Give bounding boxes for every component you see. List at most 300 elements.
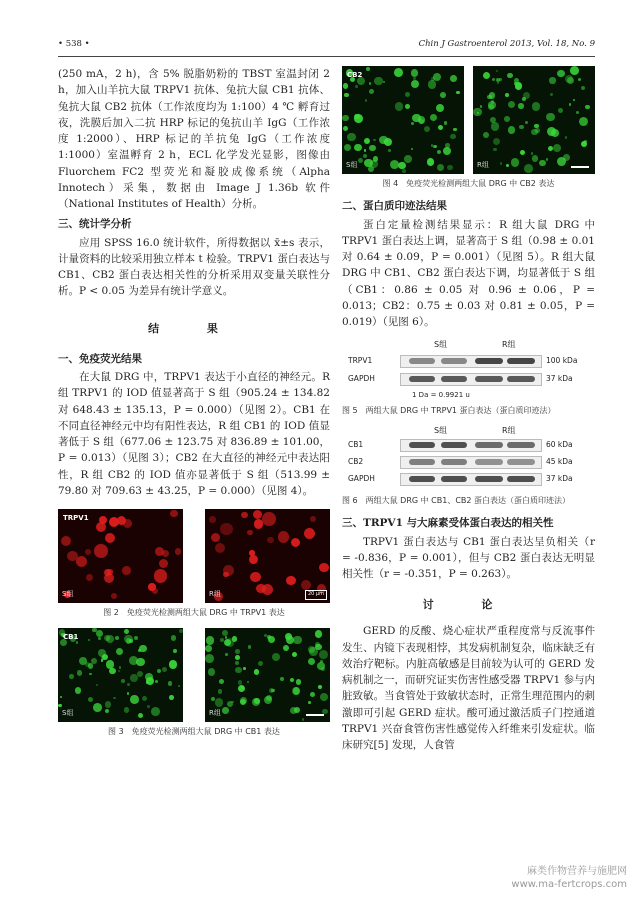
cell-blob (127, 683, 131, 687)
cell-blob (248, 645, 252, 649)
figure-6-row-mw: 37 kDa (546, 473, 573, 483)
figure-6-row-cb1 (342, 439, 595, 451)
cell-blob (480, 105, 482, 107)
band (441, 358, 467, 364)
figure-5-lane-r: R组 (502, 339, 516, 349)
section-correlation-title: 三、TRPV1 与大麻素受体蛋白表达的相关性 (342, 517, 554, 530)
figure-4-panel-r-label: R组 (477, 161, 489, 170)
section-wb-body: 蛋白定量检测结果显示：R 组大鼠 DRG 中 TRPV1 蛋白表达上调，显著高于 S 组（0.98 ± 0.01 对 0.64 ± 0.09，P = 0.001）（见图 5）。R 组大鼠 DRG 中 CB1、CB2 蛋白表达下调，均显著低于 S 组（CB1：0.86 ± 0.05 对 0.96 ± 0.06，P = 0.013；CB2：0.75 ± 0.03 对 0.81 ± 0.05，P = 0.019）（见图 6）。 (342, 218, 595, 329)
cell-blob (534, 124, 538, 128)
band (409, 442, 435, 448)
cell-blob (116, 648, 123, 655)
cell-blob (127, 692, 129, 694)
cell-blob (121, 679, 125, 683)
cell-blob (504, 116, 510, 122)
cell-blob (235, 667, 241, 673)
cell-blob (404, 155, 412, 163)
cell-blob (223, 572, 228, 577)
cell-blob (272, 653, 280, 661)
cell-blob (358, 158, 364, 164)
cell-blob (124, 629, 129, 634)
cell-blob (267, 635, 271, 639)
figure-4-panel-s-label: S组 (346, 161, 358, 170)
cell-blob (437, 164, 444, 171)
cell-blob (366, 67, 370, 71)
cell-blob (411, 148, 413, 150)
band (507, 442, 535, 448)
cell-blob (342, 115, 349, 122)
cell-blob (93, 703, 102, 712)
band (441, 442, 467, 448)
figure-6-row-label: GAPDH (348, 473, 375, 483)
figure-6-row-label: CB2 (348, 456, 364, 466)
results-heading: 结 果 (148, 321, 240, 335)
cell-blob (581, 141, 587, 147)
cell-blob (60, 696, 63, 699)
cell-blob (155, 680, 158, 683)
cell-blob (243, 667, 246, 670)
cell-blob (294, 707, 300, 713)
cell-blob (119, 666, 122, 669)
figure-5-row-gapdh (342, 373, 595, 385)
figure-5-row-label: TRPV1 (348, 355, 373, 365)
cell-blob (215, 543, 226, 554)
figure-2-scale-bar: 20 μm (305, 590, 327, 600)
cell-blob (369, 89, 374, 94)
cell-blob (550, 93, 553, 96)
figure-3-caption: 图 3 免疫荧光检测两组大鼠 DRG 中 CB1 表达 (108, 726, 280, 736)
cell-blob (106, 635, 114, 643)
cell-blob (269, 688, 274, 693)
cell-blob (105, 533, 115, 543)
cell-blob (138, 713, 143, 718)
cell-blob (493, 138, 500, 145)
cell-blob (317, 662, 325, 670)
figure-6-row-label: CB1 (348, 439, 364, 449)
cell-blob (343, 126, 348, 131)
cell-blob (278, 531, 289, 542)
cell-blob (506, 164, 509, 167)
cell-blob (499, 78, 502, 81)
figure-5-row-trpv1 (342, 355, 595, 367)
cell-blob (548, 146, 553, 151)
cell-blob (522, 97, 526, 101)
cell-blob (169, 660, 177, 668)
cell-blob (79, 657, 87, 665)
cell-blob (122, 566, 131, 575)
cell-blob (308, 701, 311, 704)
cell-blob (405, 92, 410, 97)
cell-blob (253, 510, 262, 519)
cell-blob (532, 155, 539, 162)
cell-blob (491, 122, 500, 131)
cell-blob (148, 583, 155, 590)
cell-blob (398, 162, 405, 169)
section-statistics-body: 应用 SPSS 16.0 统计软件，所得数据以 x̄±s 表示，计量资料的比较采用独立样本 t 检验。TRPV1 蛋白表达与 CB1、CB2 蛋白表达相关性的分析采用双变量关联性分析。P < 0.05 为差异有统计学意义。 (58, 236, 330, 298)
cell-blob (347, 133, 355, 141)
cell-blob (344, 144, 352, 152)
cell-blob (447, 165, 453, 171)
cell-blob (355, 85, 358, 88)
header-rule (58, 56, 595, 57)
figure-3-panel-r-label: R组 (209, 708, 221, 717)
figure-6-row-mw: 60 kDa (546, 439, 573, 449)
cell-blob (58, 704, 61, 707)
figure-2-caption: 图 2 免疫荧光检测两组大鼠 DRG 中 TRPV1 表达 (103, 608, 285, 618)
cell-blob (519, 125, 523, 129)
cell-blob (123, 519, 132, 528)
cell-blob (354, 114, 363, 123)
left-column (58, 66, 330, 746)
figure-4-panel-r (473, 66, 595, 174)
cell-blob (546, 158, 548, 160)
cell-blob (69, 674, 74, 679)
cell-blob (383, 140, 385, 142)
cell-blob (405, 104, 410, 109)
cell-blob (440, 92, 446, 98)
cell-blob (411, 122, 414, 125)
cell-blob (240, 697, 247, 704)
cell-blob (477, 112, 479, 114)
cell-blob (579, 117, 588, 126)
figure-6-caption: 图 6 两组大鼠 DRG 中 CB1、CB2 蛋白表达（蛋白质印迹法） (342, 495, 571, 505)
cell-blob (262, 512, 276, 526)
cell-blob (370, 160, 378, 168)
band (441, 376, 467, 382)
cell-blob (497, 82, 499, 84)
cell-blob (296, 679, 302, 685)
cell-blob (115, 636, 119, 640)
cell-blob (85, 549, 91, 555)
section-wb-title: 二、蛋白质印迹法结果 (342, 200, 447, 213)
cell-blob (576, 111, 579, 114)
cell-blob (547, 127, 556, 136)
cell-blob (573, 99, 575, 101)
cell-blob (290, 678, 294, 682)
cell-blob (308, 658, 315, 665)
cell-blob (508, 101, 515, 108)
cell-blob (500, 162, 502, 164)
band (475, 358, 503, 364)
cell-blob (558, 108, 563, 113)
cell-blob (219, 679, 224, 684)
cell-blob (511, 158, 520, 167)
cell-blob (496, 70, 498, 72)
cell-blob (569, 103, 572, 106)
cell-blob (438, 125, 443, 130)
page-number: • 538 • (58, 39, 90, 49)
cell-blob (75, 687, 81, 693)
cell-blob (105, 709, 109, 713)
figure-5-blot (342, 339, 595, 401)
figure-6-row-mw: 45 kDa (546, 456, 573, 466)
cell-blob (151, 707, 160, 716)
cell-blob (450, 75, 457, 82)
cell-blob (483, 132, 489, 138)
cell-blob (267, 537, 274, 544)
band (507, 476, 535, 482)
cell-blob (292, 652, 297, 657)
cell-blob (235, 661, 239, 665)
cell-blob (266, 695, 272, 701)
cell-blob (254, 698, 260, 704)
band (475, 476, 503, 482)
cell-blob (388, 149, 391, 152)
cell-blob (104, 573, 114, 583)
figure-6-row-gapdh (342, 473, 595, 485)
cell-blob (130, 695, 138, 703)
cell-blob (235, 655, 240, 660)
cell-blob (178, 685, 180, 687)
cell-blob (222, 707, 228, 713)
section-if-body: 在大鼠 DRG 中，TRPV1 表达于小直径的神经元。R 组 TRPV1 的 IOD 值显著高于 S 组（905.24 ± 134.82 对 648.43 ± 135.13，P = 0.000）（见图 2）。CB1 在不同直径神经元中均有阳性表达，R 组 CB1 的 IOD 值显著低于 S 组（677.06 ± 123.75 对 836.89 ± 101.00，P = 0.013）（见图 3）；CB2 在大直径的神经元中表达阳性，R 组 CB2 的 IOD 值亦显著低于 S 组（513.99 ± 79.80 对 709.63 ± 43.25，P = 0.000）（见图 4）。 (58, 371, 330, 497)
cell-blob (319, 563, 329, 573)
cell-blob (88, 639, 90, 641)
cell-blob (118, 670, 120, 672)
figure-5-lane-s: S组 (434, 339, 448, 349)
cell-blob (343, 83, 348, 88)
cell-blob (129, 656, 138, 665)
cell-blob (171, 635, 177, 641)
cell-blob (162, 667, 167, 672)
figure-6-blot (342, 425, 595, 491)
figure-2-panel-s-label: S组 (62, 590, 74, 599)
cell-blob (301, 580, 311, 590)
cell-blob (567, 77, 574, 84)
band (507, 358, 535, 364)
cell-blob (231, 701, 234, 704)
band (475, 442, 503, 448)
cell-blob (546, 113, 555, 122)
cell-blob (374, 77, 383, 86)
cell-blob (483, 72, 490, 79)
cell-blob (205, 654, 214, 663)
cell-blob (450, 134, 455, 139)
cell-blob (557, 70, 565, 78)
cell-blob (238, 685, 246, 693)
cell-blob (514, 78, 519, 83)
figure-4-images (342, 66, 595, 174)
cell-blob (565, 136, 568, 139)
cell-blob (136, 658, 144, 666)
cell-blob (524, 164, 533, 173)
cell-blob (539, 160, 546, 167)
cell-blob (402, 169, 406, 173)
band (409, 358, 435, 364)
cell-blob (505, 93, 509, 97)
cell-blob (94, 544, 108, 558)
cell-blob (344, 93, 348, 97)
cell-blob (283, 645, 289, 651)
cell-blob (493, 148, 496, 151)
figure-3-panel-s (58, 628, 183, 722)
cell-blob (293, 636, 302, 645)
cell-blob (145, 673, 153, 681)
cell-blob (249, 555, 258, 564)
cell-blob (159, 559, 168, 568)
cell-blob (162, 550, 169, 557)
figure-4-tag: CB2 (347, 71, 363, 79)
cell-blob (411, 69, 419, 77)
cell-blob (280, 677, 284, 681)
figure-5-unit-note: 1 Da = 0.9921 u (412, 390, 470, 399)
band (409, 476, 435, 482)
cell-blob (179, 629, 183, 633)
cell-blob (515, 82, 523, 90)
cell-blob (304, 528, 315, 539)
cell-blob (211, 697, 215, 701)
cell-blob (89, 673, 91, 675)
cell-blob (488, 101, 496, 109)
cell-blob (430, 114, 437, 121)
cell-blob (61, 536, 71, 546)
cell-blob (291, 538, 300, 547)
figure-3-panel-s-label: S组 (62, 708, 74, 717)
cell-blob (235, 649, 240, 654)
cell-blob (220, 523, 232, 535)
band (507, 376, 535, 382)
watermark (511, 865, 627, 891)
cell-blob (134, 636, 138, 640)
cell-blob (531, 129, 538, 136)
cell-blob (585, 105, 590, 110)
cell-blob (365, 99, 368, 102)
figure-4-scale-bar (571, 166, 589, 168)
cell-blob (254, 669, 259, 674)
cell-blob (170, 510, 177, 517)
cell-blob (286, 636, 294, 644)
cell-blob (168, 681, 172, 685)
cell-blob (215, 698, 224, 707)
cell-blob (532, 102, 541, 111)
figure-2-panel-r (205, 509, 330, 603)
cell-blob (320, 693, 328, 701)
cell-blob (383, 81, 385, 83)
band (441, 459, 467, 465)
cell-blob (293, 687, 301, 695)
cell-blob (508, 126, 515, 133)
figure-5-caption: 图 5 两组大鼠 DRG 中 TRPV1 蛋白表达（蛋白质印迹法） (342, 405, 556, 415)
cell-blob (109, 668, 115, 674)
cell-blob (394, 68, 403, 77)
cell-blob (431, 77, 435, 81)
cell-blob (570, 66, 579, 75)
cell-blob (130, 674, 138, 682)
cell-blob (157, 669, 161, 673)
figure-4-caption: 图 4 免疫荧光检测两组大鼠 DRG 中 CB2 表达 (382, 179, 555, 188)
cell-blob (105, 701, 111, 707)
cell-blob (98, 637, 101, 640)
cell-blob (427, 158, 435, 166)
cell-blob (147, 705, 150, 708)
cell-blob (369, 82, 371, 84)
cell-blob (384, 138, 393, 147)
cell-blob (437, 150, 441, 154)
cell-blob (241, 512, 248, 519)
cell-blob (262, 584, 273, 595)
figure-2-tag: TRPV1 (63, 514, 89, 523)
cell-blob (395, 102, 403, 110)
cell-blob (77, 670, 82, 675)
cell-blob (247, 681, 249, 683)
running-header (58, 38, 595, 52)
cell-blob (111, 593, 117, 599)
cell-blob (175, 548, 182, 555)
cell-blob (310, 516, 316, 522)
cell-blob (453, 128, 456, 131)
cell-blob (428, 80, 436, 88)
cell-blob (456, 91, 459, 94)
cell-blob (520, 150, 525, 155)
cell-blob (309, 647, 318, 656)
cell-blob (364, 138, 370, 144)
cell-blob (247, 530, 253, 536)
cell-blob (96, 684, 98, 686)
band (475, 459, 503, 465)
cell-blob (581, 86, 585, 90)
cell-blob (209, 516, 216, 523)
cell-blob (492, 78, 495, 81)
figure-3-images (58, 628, 330, 722)
cell-blob (411, 80, 419, 88)
cell-blob (364, 149, 367, 152)
figure-2-panel-r-label: R组 (209, 590, 221, 599)
cell-blob (286, 576, 295, 585)
cell-blob (124, 635, 132, 643)
section-correlation-body: TRPV1 蛋白表达与 CB1 蛋白表达呈负相关（r = -0.836，P = 0.001），但与 CB2 蛋白表达无明显相关性（r = -0.351，P = 0.263）。 (342, 535, 595, 581)
cell-blob (363, 154, 367, 158)
cell-blob (436, 104, 444, 112)
watermark-line-2: www.ma-fertcrops.com (511, 879, 627, 890)
cell-blob (518, 103, 523, 108)
cell-blob (211, 533, 220, 542)
figure-6-lane-s: S组 (434, 425, 448, 435)
discussion-body: GERD 的反酸、烧心症状严重程度常与反流事件发生、内镜下表现相悖，其发病机制复杂，临床缺乏有效治疗靶标。内脏高敏感是目前较为认可的 GERD 发病机制之一，而研究证实伤害性感受器 TRPV1 参与内脏致敏。当食管处于致敏状态时，正常生理范围内的刺激即可引起 GERD 症状。酸可通过激活质子门控通道 TRPV1 兴奋食管伤害性感觉传入纤维来引发症状。临床研究[5] 发现，人食管 (342, 625, 595, 752)
cell-blob (113, 697, 116, 700)
cell-blob (354, 144, 361, 151)
cell-blob (154, 569, 167, 582)
cell-blob (142, 696, 147, 701)
cell-blob (250, 572, 261, 583)
cell-blob (557, 157, 566, 166)
cell-blob (525, 121, 528, 124)
right-column (342, 66, 595, 754)
cell-blob (96, 522, 106, 532)
cell-blob (578, 78, 581, 81)
section-statistics-title: 三、统计学分析 (58, 218, 132, 231)
figure-3-scale-bar (306, 714, 324, 716)
cell-blob (258, 661, 263, 666)
figure-2-panel-s (58, 509, 183, 603)
figure-2-images (58, 509, 330, 603)
band (475, 376, 503, 382)
cell-blob (76, 556, 87, 567)
cell-blob (433, 145, 436, 148)
band (441, 476, 467, 482)
cell-blob (208, 668, 216, 676)
cell-blob (443, 147, 451, 155)
band (409, 376, 435, 382)
cell-blob (549, 77, 555, 83)
cell-blob (507, 73, 512, 78)
figure-3-tag: CB1 (63, 632, 79, 641)
cell-blob (302, 718, 304, 720)
cell-blob (489, 92, 495, 98)
figure-6-lane-r: R组 (502, 425, 516, 435)
cell-blob (92, 628, 97, 633)
cell-blob (373, 139, 376, 142)
figure-5-row-mw: 37 kDa (546, 373, 573, 383)
